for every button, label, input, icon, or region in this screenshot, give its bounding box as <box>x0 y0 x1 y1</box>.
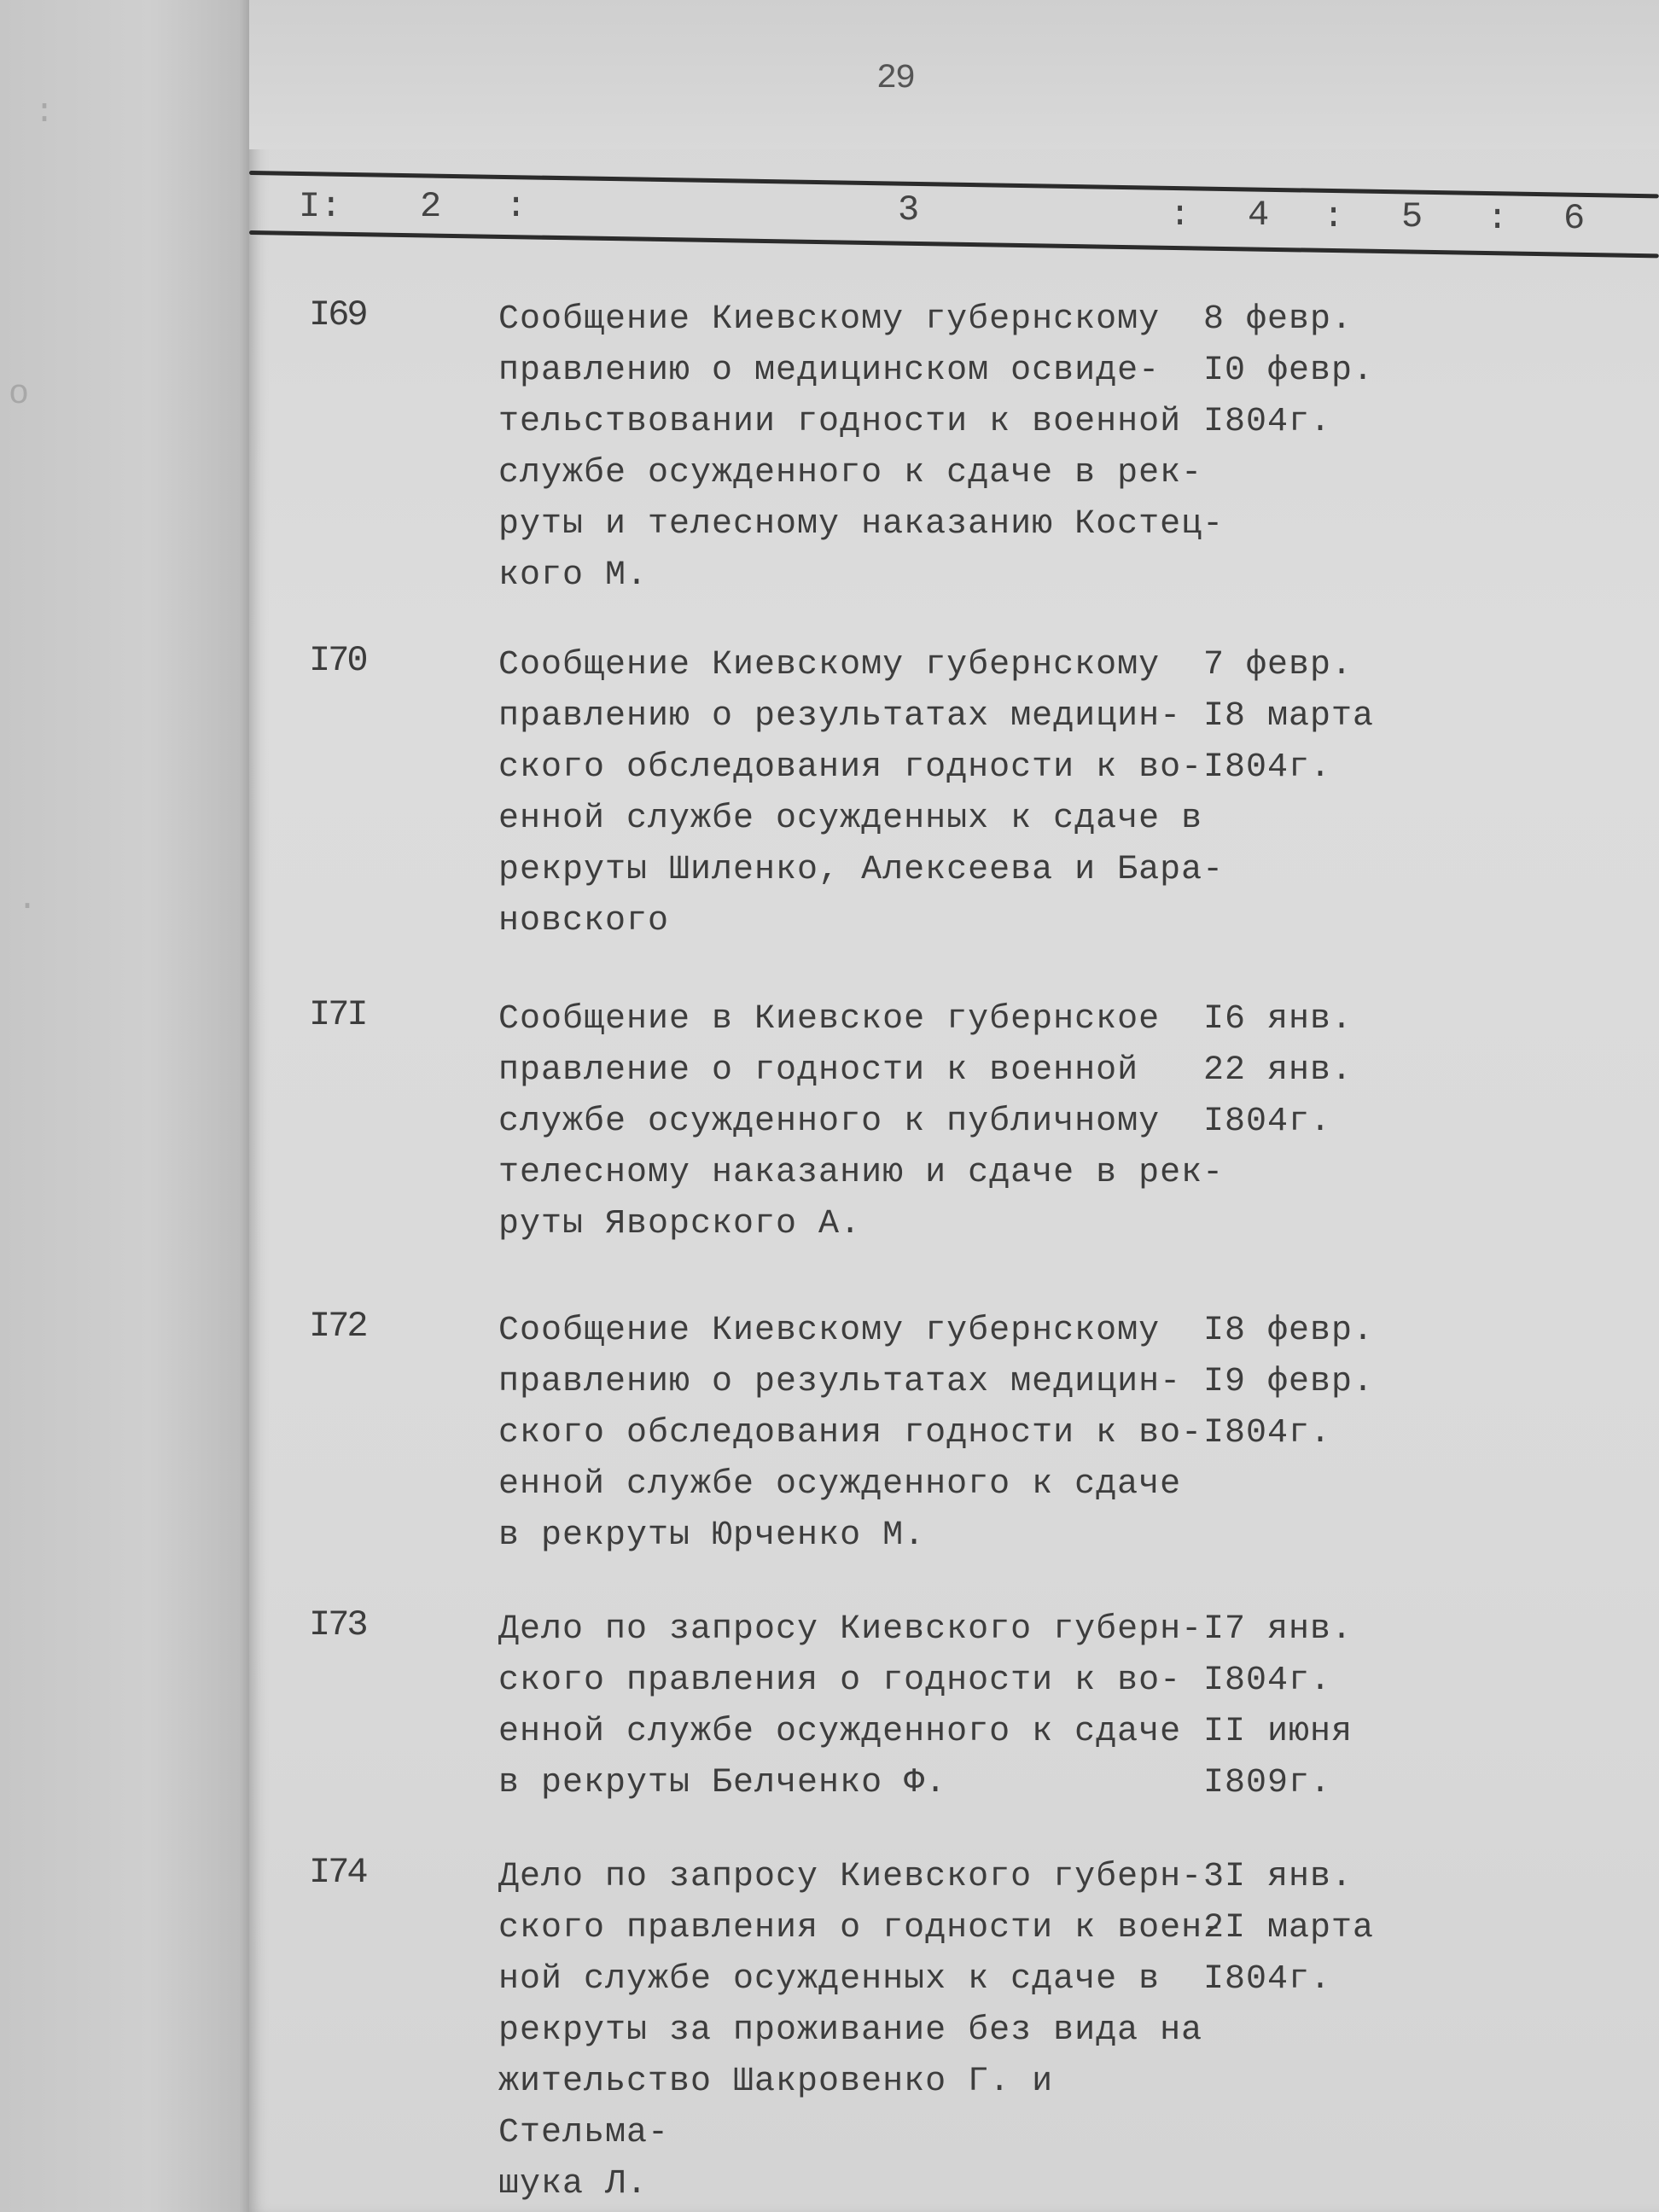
entry-title-line: енной службе осужденного к сдаче <box>498 1465 1182 1504</box>
entry-title-line: жительство Шакровенко Г. и Стельма- <box>498 2063 1054 2152</box>
entry-date-line: I0 февр. <box>1203 352 1375 390</box>
column-header-1: I: <box>299 186 342 227</box>
adjacent-page-edge <box>0 0 249 2212</box>
entry-date-line: I804г. <box>1203 1103 1332 1141</box>
entry-date-line: 2I марта <box>1203 1909 1375 1947</box>
column-header-5: 5 <box>1401 196 1423 237</box>
entry-title-line: ского правления о годности к во- <box>498 1662 1182 1700</box>
entry-title-line: в рекруты Белченко Ф. <box>498 1764 947 1802</box>
column-separator: : <box>1169 195 1191 236</box>
entry-title-line: ского обследования годности к во- <box>498 1414 1203 1452</box>
entry-title-line: Дело по запросу Киевского губерн- <box>498 1858 1203 1896</box>
column-separator: : <box>1323 196 1345 237</box>
entry-title-line: правлению о медицинском освиде- <box>498 352 1161 390</box>
entry-date-line: I7 янв. <box>1203 1610 1353 1649</box>
bleed-through-mark: · <box>17 888 38 926</box>
entry-title <box>498 1306 1232 1562</box>
entry-title-line: рекруты Шиленко, Алексеева и Бара- <box>498 851 1225 889</box>
entry-number: I74 <box>309 1852 366 1893</box>
entry-title <box>498 640 1232 947</box>
bleed-through-mark: : <box>34 94 55 132</box>
page-top-fold <box>249 0 1659 149</box>
column-separator: : <box>505 186 527 227</box>
header-rule-bottom <box>249 230 1659 258</box>
entry-title-line: шука Л. <box>498 2165 649 2203</box>
header-rule-top <box>249 171 1659 198</box>
entry-title-line: в рекруты Юрченко М. <box>498 1516 926 1555</box>
entry-date-line: I6 янв. <box>1203 1000 1353 1039</box>
entry-title <box>498 994 1232 1250</box>
entry-title-line: ского обследования годности к во- <box>498 748 1203 787</box>
entry-title-line: правлению о результатах медицин- <box>498 697 1182 736</box>
entry-date-line: 8 февр. <box>1203 300 1353 339</box>
entry-number: I70 <box>309 640 366 681</box>
bleed-through-mark: о <box>9 375 30 414</box>
column-header-4: 4 <box>1248 195 1270 236</box>
entry-dates <box>1203 994 1476 1148</box>
entry-date-line: 7 февр. <box>1203 646 1353 684</box>
entry-title <box>498 294 1232 602</box>
entry-date-line: I804г. <box>1203 1414 1332 1452</box>
entry-date-line: I804г. <box>1203 1662 1332 1700</box>
entry-date-line: I9 февр. <box>1203 1363 1375 1401</box>
entry-title-line: руты Яворского А. <box>498 1205 862 1243</box>
entry-number: I72 <box>309 1306 366 1347</box>
entry-number: I73 <box>309 1604 366 1645</box>
entry-title-line: енной службе осужденного к сдаче <box>498 1713 1182 1751</box>
entry-title-line: Дело по запросу Киевского губерн- <box>498 1610 1203 1649</box>
entry-title-line: енной службе осужденных к сдаче в <box>498 800 1203 838</box>
entry-dates <box>1203 1852 1476 2005</box>
entry-title-line: ского правления о годности к воен- <box>498 1909 1225 1947</box>
entry-date-line: I804г. <box>1203 403 1332 441</box>
column-header-2: 2 <box>420 186 442 227</box>
entry-date-line: 3I янв. <box>1203 1858 1353 1896</box>
entry-date-line: I8 февр. <box>1203 1312 1375 1350</box>
entry-title-line: телесному наказанию и сдаче в рек- <box>498 1154 1225 1192</box>
page-number: 29 <box>876 60 915 98</box>
entry-title-line: правление о годности к военной <box>498 1051 1139 1090</box>
entry-dates <box>1203 1604 1476 1809</box>
column-header-6: 6 <box>1563 198 1586 239</box>
entry-date-line: I809г. <box>1203 1764 1332 1802</box>
entry-dates <box>1203 294 1476 448</box>
entry-title-line: правлению о результатах медицин- <box>498 1363 1182 1401</box>
entry-title <box>498 1852 1232 2210</box>
entry-title <box>498 1604 1232 1809</box>
entry-date-line: I8 марта <box>1203 697 1375 736</box>
entry-date-line: II июня <box>1203 1713 1353 1751</box>
entry-dates <box>1203 1306 1476 1459</box>
entry-title-line: новского <box>498 902 670 940</box>
entry-title-line: Сообщение Киевскому губернскому <box>498 1312 1161 1350</box>
entry-number: I69 <box>309 294 366 335</box>
entry-dates <box>1203 640 1476 794</box>
entry-title-line: ной службе осужденных к сдаче в <box>498 1960 1161 1999</box>
entry-number: I7I <box>309 994 366 1035</box>
column-header-3: 3 <box>898 189 920 230</box>
entry-date-line: I804г. <box>1203 1960 1332 1999</box>
entry-title-line: службе осужденного к публичному <box>498 1103 1161 1141</box>
entry-title-line: Сообщение Киевскому губернскому <box>498 300 1161 339</box>
column-separator: : <box>1487 198 1509 239</box>
entry-title-line: службе осужденного к сдаче в рек- <box>498 454 1203 492</box>
entry-title-line: руты и телесному наказанию Костец- <box>498 505 1225 544</box>
entry-date-line: I804г. <box>1203 748 1332 787</box>
entry-title-line: Сообщение Киевскому губернскому <box>498 646 1161 684</box>
entry-title-line: Сообщение в Киевское губернское <box>498 1000 1161 1039</box>
entry-title-line: тельствовании годности к военной <box>498 403 1182 441</box>
document-page <box>249 0 1659 2212</box>
entry-title-line: кого М. <box>498 556 649 595</box>
entry-date-line: 22 янв. <box>1203 1051 1353 1090</box>
entry-title-line: рекруты за проживание без вида на <box>498 2011 1203 2050</box>
